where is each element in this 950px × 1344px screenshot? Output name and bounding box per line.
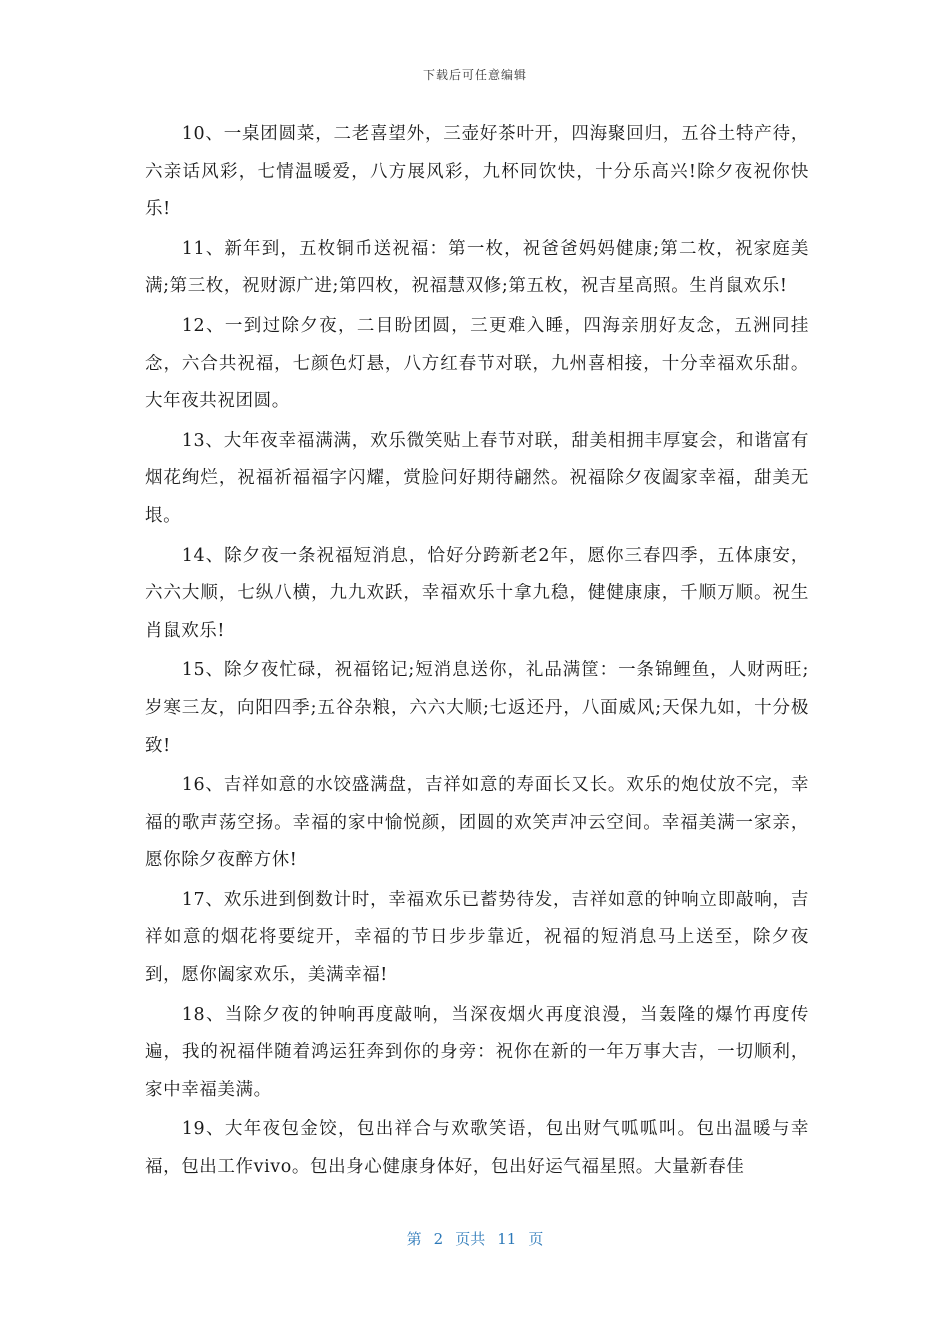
page-header-note: 下载后可任意编辑 xyxy=(422,68,527,82)
paragraph-14: 14、除夕夜一条祝福短消息，恰好分跨新老2年，愿你三春四季，五体康安，六六大顺，七纵八横，九九欢跃，幸福欢乐十拿九稳，健健康康，千顺万顺。祝生肖鼠欢乐! xyxy=(145,545,809,641)
paragraph-19: 19、大年夜包金饺，包出祥合与欢歌笑语，包出财气呱呱叫。包出温暖与幸福，包出工作vivo。包出身心健康身体好，包出好运气福星照。大量新春佳 xyxy=(145,1119,809,1178)
paragraph-10: 10、一桌团圆菜，二老喜望外，三壶好茶叶开，四海聚回归，五谷土特产待，六亲话风彩，七情温暖爱，八方展风彩，九杯同饮快，十分乐高兴!除夕夜祝你快乐! xyxy=(145,124,809,220)
paragraph-17: 17、欢乐进到倒数计时，幸福欢乐已蓄势待发，吉祥如意的钟响立即敲响，吉祥如意的烟花将要绽开，幸福的节日步步靠近，祝福的短消息马上送至，除夕夜到，愿你阖家欢乐，美满幸福! xyxy=(145,889,809,986)
footer-page-total-word: 页共 xyxy=(455,1230,486,1248)
footer-page-word: 第 xyxy=(406,1230,422,1248)
paragraph-16: 16、吉祥如意的水饺盛满盘，吉祥如意的寿面长又长。欢乐的炮仗放不完，幸福的歌声荡空扬。幸福的家中愉悦颜，团圆的欢笑声冲云空间。幸福美满一家亲，愿你除夕夜醉方休! xyxy=(145,775,809,871)
paragraph-15: 15、除夕夜忙碌，祝福铭记;短消息送你，礼品满筐：一条锦鲤鱼，人财两旺;岁寒三友，向阳四季;五谷杂粮，六六大顺;七返还丹，八面威风;天保九如，十分极致! xyxy=(145,660,809,756)
document-body xyxy=(145,116,809,1189)
page-footer xyxy=(0,1228,950,1249)
footer-page-number: 2 xyxy=(433,1230,444,1248)
paragraph-11: 11、新年到，五枚铜币送祝福：第一枚，祝爸爸妈妈健康;第二枚，祝家庭美满;第三枚，祝财源广进;第四枚，祝福慧双修;第五枚，祝吉星高照。生肖鼠欢乐! xyxy=(145,238,809,297)
footer-page-total: 11 xyxy=(497,1230,517,1248)
paragraph-12: 12、一到过除夕夜，二目盼团圆，三更难入睡，四海亲朋好友念，五洲同挂念，六合共祝福，七颜色灯悬，八方红春节对联，九州喜相接，十分幸福欢乐甜。大年夜共祝团圆。 xyxy=(145,315,809,412)
paragraph-18: 18、当除夕夜的钟响再度敲响，当深夜烟火再度浪漫，当轰隆的爆竹再度传遍，我的祝福伴随着鸿运狂奔到你的身旁：祝你在新的一年万事大吉，一切顺利，家中幸福美满。 xyxy=(145,1004,809,1100)
footer-page-end-word: 页 xyxy=(528,1230,544,1248)
paragraph-13: 13、大年夜幸福满满，欢乐微笑贴上春节对联，甜美相拥丰厚宴会，和谐富有烟花绚烂，祝福祈福福字闪耀，赏脸问好期待翩然。祝福除夕夜阖家幸福，甜美无垠。 xyxy=(145,430,809,526)
